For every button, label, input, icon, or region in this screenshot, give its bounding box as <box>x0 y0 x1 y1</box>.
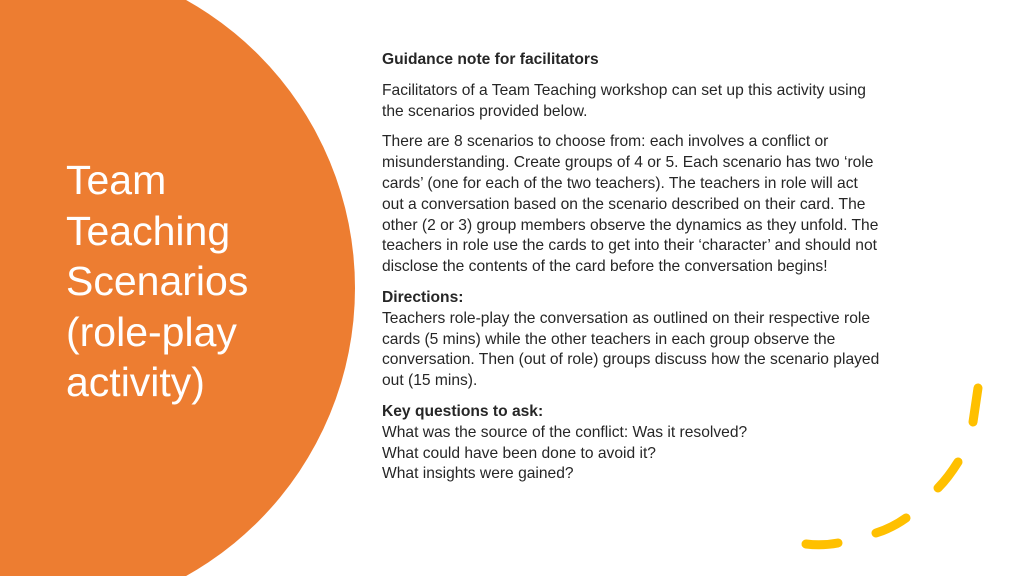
question-line: What could have been done to avoid it? <box>382 444 656 462</box>
guidance-heading: Guidance note for facilitators <box>382 51 599 68</box>
text-line: cards’ (one for each of the two teachers). The teachers in role will act <box>382 174 858 192</box>
title-line: Teaching <box>66 207 231 254</box>
text-line: out (15 mins). <box>382 372 478 390</box>
slide-title <box>66 155 326 408</box>
title-line: (role-play <box>66 308 237 355</box>
text-line: misunderstanding. Create groups of 4 or 5. Each scenario has two ‘role <box>382 154 874 172</box>
directions-heading: Directions: <box>382 288 464 306</box>
text-line: teachers in role use the cards to get into their ‘character’ and should not <box>382 237 877 255</box>
dashed-curve-decoration <box>780 370 1010 570</box>
guidance-section <box>382 50 962 71</box>
scenarios-paragraph <box>382 132 962 278</box>
intro-paragraph <box>382 81 962 123</box>
title-line: Team <box>66 157 167 203</box>
text-line: out a conversation based on the scenario described on their card. The <box>382 195 866 213</box>
text-line: other (2 or 3) group members observe the dynamics as they unfold. The <box>382 216 879 234</box>
title-line: Scenarios <box>66 258 249 304</box>
text-line: Facilitators of a Team Teaching workshop can set up this activity using <box>382 81 866 99</box>
title-line: activity) <box>66 359 205 405</box>
text-line: disclose the contents of the card before the conversation begins! <box>382 258 828 276</box>
dash-segment <box>876 518 906 533</box>
dash-segment <box>938 462 958 488</box>
text-line: conversation. Then (out of role) groups discuss how the scenario played <box>382 351 880 369</box>
text-line: There are 8 scenarios to choose from: each involves a conflict or <box>382 133 829 151</box>
text-line: Teachers role-play the conversation as outlined on their respective role <box>382 309 871 327</box>
dash-segment <box>806 543 838 545</box>
text-line: cards (5 mins) while the other teachers in each group observe the <box>382 330 836 348</box>
questions-heading: Key questions to ask: <box>382 402 544 420</box>
dash-segment <box>973 388 978 422</box>
question-line: What insights were gained? <box>382 465 574 483</box>
text-line: the scenarios provided below. <box>382 102 588 120</box>
question-line: What was the source of the conflict: Was it resolved? <box>382 423 748 441</box>
